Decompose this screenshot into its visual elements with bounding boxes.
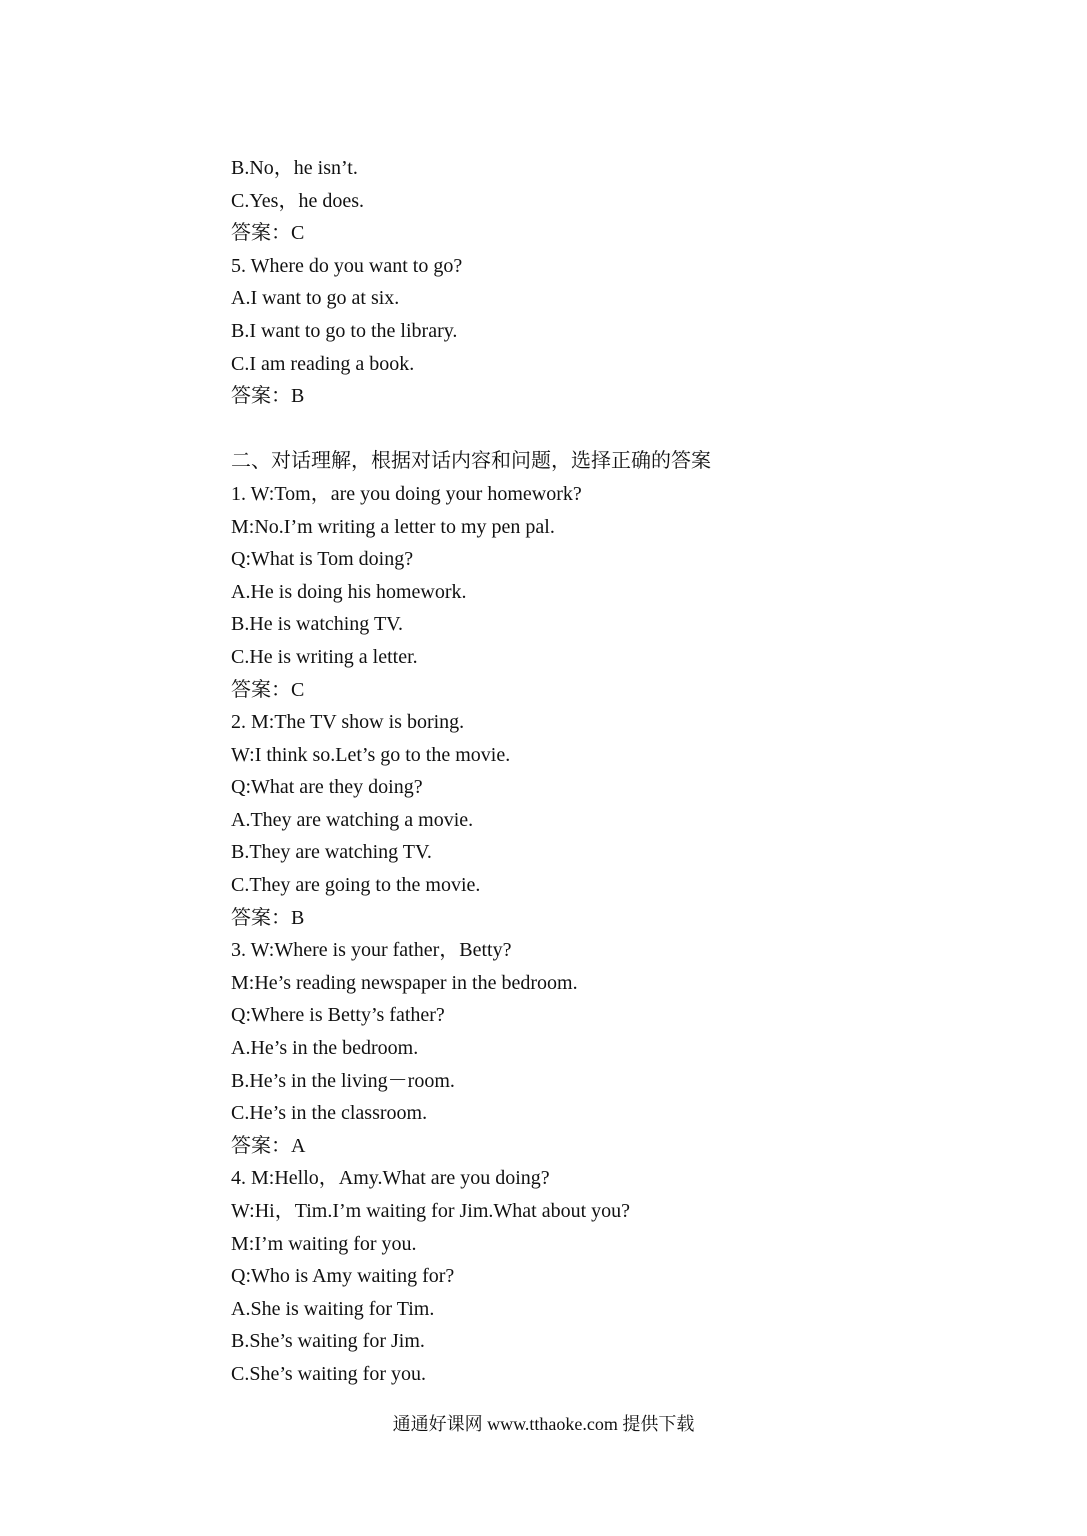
option-a-line: A.He’s in the bedroom.: [231, 1037, 419, 1060]
option-b-line: B.He’s in the living－room.: [231, 1069, 455, 1092]
dialogue-line: 4. M:Hello，Amy.What are you doing?: [231, 1167, 550, 1190]
option-c-line: C.They are going to the movie.: [231, 874, 481, 897]
answer-line: 答案：C: [231, 678, 305, 701]
section-heading: 二、对话理解，根据对话内容和问题，选择正确的答案: [231, 450, 711, 473]
question-line: Q:Who is Amy waiting for?: [231, 1265, 455, 1288]
dialogue-line: W:Hi，Tim.I’m waiting for Jim.What about you?: [231, 1200, 631, 1222]
dialogue-line: M:He’s reading newspaper in the bedroom.: [231, 971, 578, 994]
option-c-line: C.He is writing a letter.: [231, 645, 418, 668]
option-b-line: B.I want to go to the library.: [231, 319, 458, 342]
answer-line: 答案：B: [231, 385, 305, 408]
option-b-line: B.She’s waiting for Jim.: [231, 1330, 425, 1353]
answer-line: 答案：C: [231, 222, 305, 245]
option-c-line: C.He’s in the classroom.: [231, 1102, 428, 1125]
dialogue-line: M:I’m waiting for you.: [231, 1232, 417, 1255]
answer-line: 答案：A: [231, 1134, 306, 1157]
option-b-line: B.He is watching TV.: [231, 613, 404, 636]
dialogue-line: W:I think so.Let’s go to the movie.: [231, 743, 511, 766]
answer-line: 答案：B: [231, 906, 305, 929]
option-b-line: B.No，he isn’t.: [231, 157, 358, 179]
question-line: Q:What are they doing?: [231, 776, 423, 799]
option-a-line: A.He is doing his homework.: [231, 580, 467, 603]
dialogue-line: 3. W:Where is your father，Betty?: [231, 939, 512, 962]
section-block-2: [231, 445, 991, 1390]
question-line: Q:What is Tom doing?: [231, 548, 414, 571]
dialogue-line: M:No.I’m writing a letter to my pen pal.: [231, 515, 555, 538]
dialogue-line: 1. W:Tom，are you doing your homework?: [231, 482, 582, 505]
dialogue-line: 2. M:The TV show is boring.: [231, 711, 465, 734]
option-a-line: A.I want to go at six.: [231, 287, 400, 310]
question-line: 5. Where do you want to go?: [231, 254, 463, 277]
option-c-line: C.I am reading a book.: [231, 352, 415, 375]
question-line: Q:Where is Betty’s father?: [231, 1004, 445, 1027]
section-spacer: [231, 413, 991, 446]
page-footer: 通通好课网 www.tthaoke.com 提供下载: [392, 1414, 695, 1434]
option-a-line: A.They are watching a movie.: [231, 808, 474, 831]
section-block-1: [231, 152, 991, 413]
page-content: [231, 152, 991, 1391]
option-c-line: C.She’s waiting for you.: [231, 1362, 426, 1385]
option-a-line: A.She is waiting for Tim.: [231, 1297, 435, 1320]
option-c-line: C.Yes，he does.: [231, 189, 364, 212]
option-b-line: B.They are watching TV.: [231, 841, 432, 864]
